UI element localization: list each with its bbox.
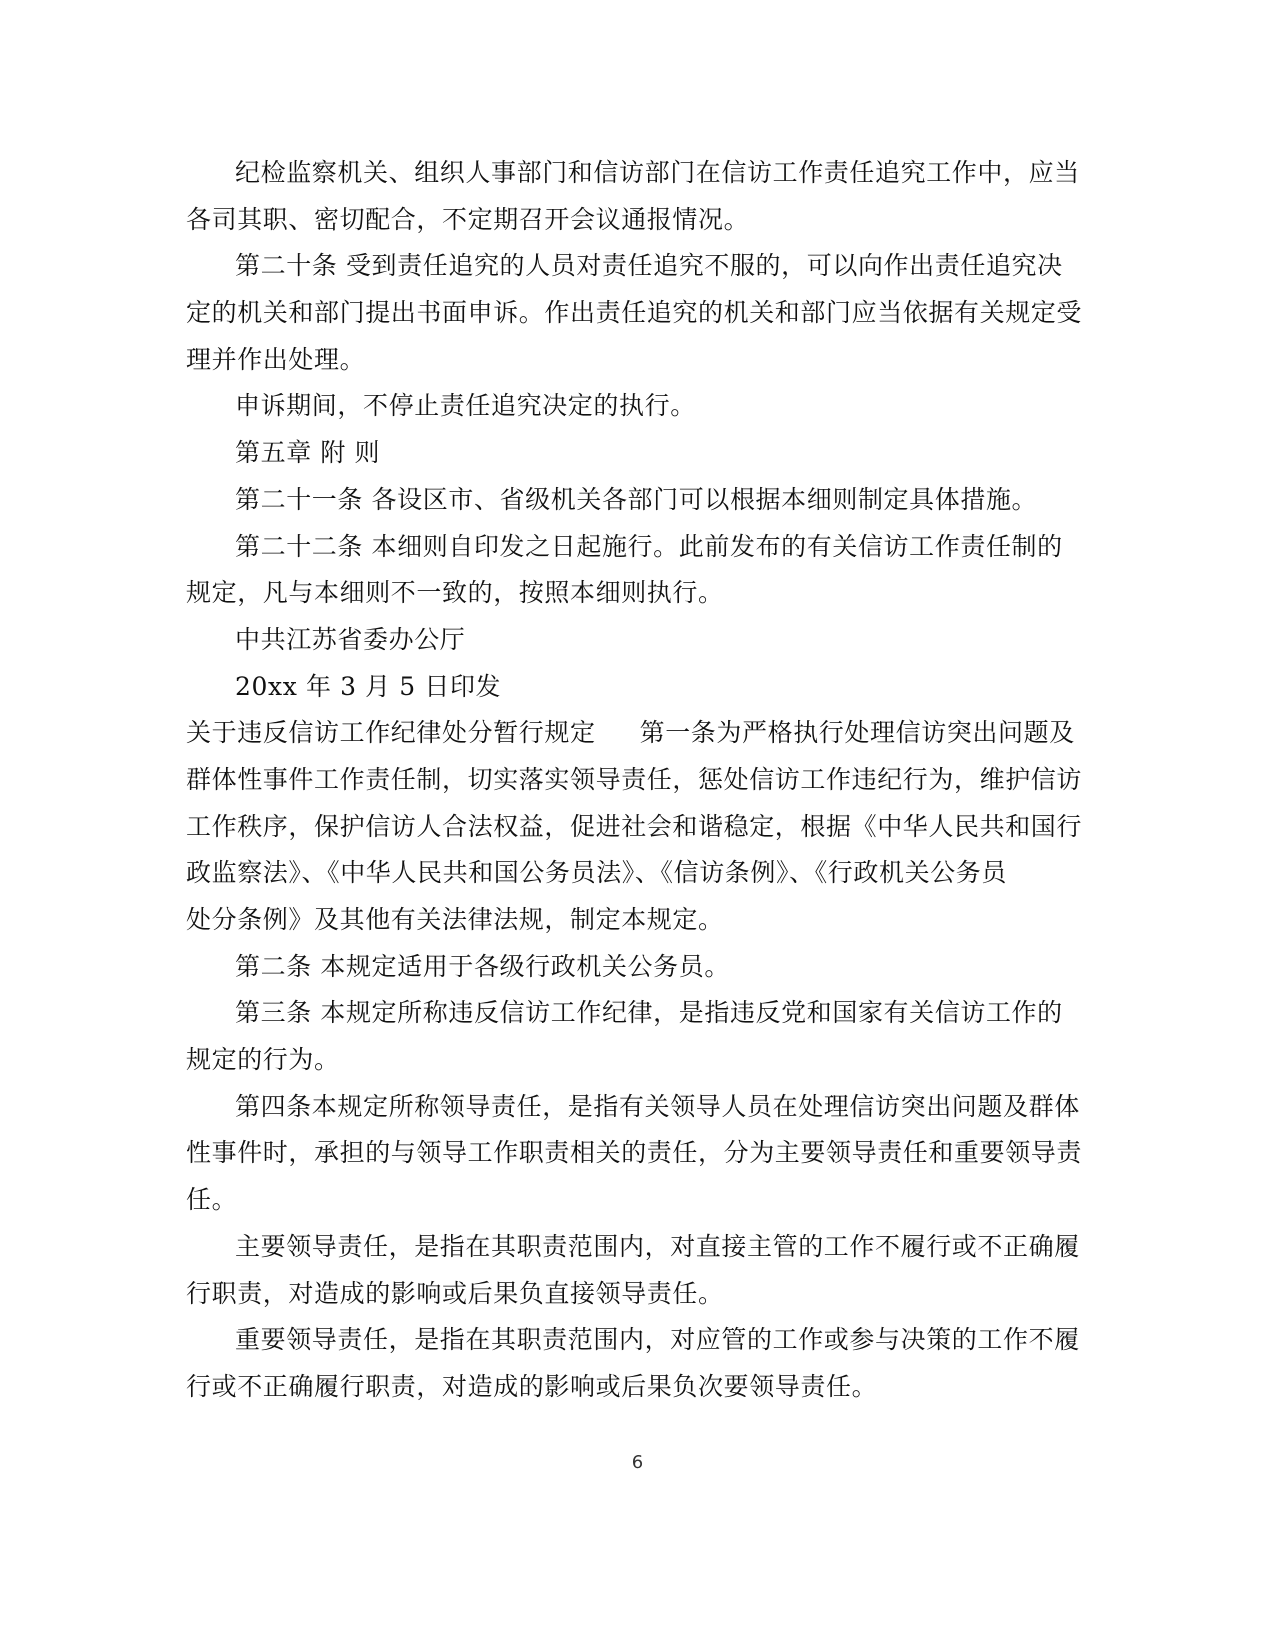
text-line: 重要领导责任，是指在其职责范围内，对应管的工作或参与决策的工作不履	[235, 1325, 1080, 1355]
article-one-start: 第一条为严格执行处理信访突出问题及	[639, 718, 1075, 748]
text-line: 规定，凡与本细则不一致的，按照本细则执行。	[186, 578, 724, 608]
text-line: 第四条本规定所称领导责任，是指有关领导人员在处理信访突出问题及群体	[235, 1091, 1080, 1121]
text-line: 政监察法》、《中华人民共和国公务员法》、《信访条例》、《行政机关公务员	[186, 858, 1008, 888]
text-line: 性事件时，承担的与领导工作职责相关的责任，分为主要领导责任和重要领导责	[186, 1138, 1083, 1168]
text-line: 主要领导责任，是指在其职责范围内，对直接主管的工作不履行或不正确履	[235, 1231, 1080, 1261]
text-line: 第二十二条 本细则自印发之日起施行。此前发布的有关信访工作责任制的	[235, 531, 1063, 561]
text-line: 第二条 本规定适用于各级行政机关公务员。	[235, 951, 730, 981]
text-line: 群体性事件工作责任制，切实落实领导责任，惩处信访工作违纪行为，维护信访	[186, 764, 1083, 794]
text-line: 定的机关和部门提出书面申诉。作出责任追究的机关和部门应当依据有关规定受	[186, 298, 1083, 328]
issuer-name: 中共江苏省委办公厅	[235, 624, 466, 654]
issue-date: 20xx 年 3 月 5 日印发	[235, 671, 502, 701]
regulation-title-line	[186, 710, 1075, 757]
text-line: 规定的行为。	[186, 1045, 340, 1075]
text-line: 行职责，对造成的影响或后果负直接领导责任。	[186, 1278, 724, 1308]
text-line: 第三条 本规定所称违反信访工作纪律，是指违反党和国家有关信访工作的	[235, 998, 1063, 1028]
text-line: 第二十条 受到责任追究的人员对责任追究不服的，可以向作出责任追究决	[235, 251, 1063, 281]
document-body	[186, 150, 1083, 1411]
text-line: 第二十一条 各设区市、省级机关各部门可以根据本细则制定具体措施。	[235, 484, 1038, 514]
regulation-title: 关于违反信访工作纪律处分暂行规定	[186, 718, 596, 748]
text-line: 任。	[186, 1185, 238, 1215]
text-line: 纪检监察机关、组织人事部门和信访部门在信访工作责任追究工作中，应当	[235, 158, 1080, 187]
text-line: 理并作出处理。	[186, 344, 366, 374]
page-number: 6	[631, 1452, 644, 1473]
chapter-heading: 第五章 附 则	[235, 438, 381, 468]
text-line: 处分条例》及其他有关法律法规，制定本规定。	[186, 905, 724, 934]
text-line: 申诉期间，不停止责任追究决定的执行。	[235, 391, 696, 421]
text-line: 工作秩序，保护信访人合法权益，促进社会和谐稳定，根据《中华人民共和国行	[186, 811, 1083, 841]
text-line: 各司其职、密切配合，不定期召开会议通报情况。	[186, 204, 750, 234]
text-line: 行或不正确履行职责，对造成的影响或后果负次要领导责任。	[186, 1371, 878, 1401]
